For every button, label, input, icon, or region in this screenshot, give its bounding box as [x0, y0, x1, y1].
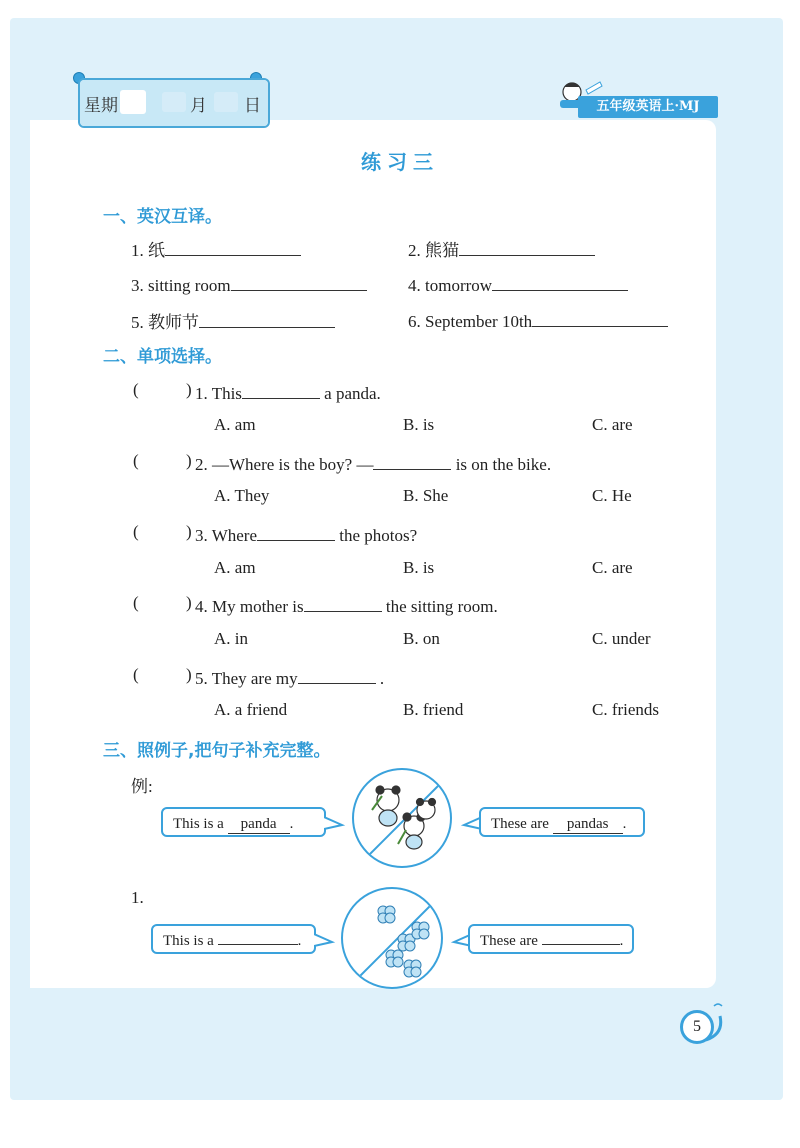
- s1-item-1-text: 1. 纸: [131, 241, 165, 260]
- answer-blank[interactable]: [165, 237, 301, 256]
- q3-stem: [195, 522, 417, 546]
- q1-post: a panda.: [324, 384, 381, 403]
- answer-blank[interactable]: [199, 309, 335, 328]
- s1-item-6-text: 6. September 10th: [408, 312, 533, 331]
- item1-left-pre: This is a: [163, 933, 214, 949]
- example-right-pre: These are: [491, 816, 549, 832]
- q5-option-a[interactable]: A. a friend: [214, 700, 288, 719]
- date-box-inner: [80, 80, 268, 126]
- q3-option-b[interactable]: B. is: [403, 558, 435, 577]
- page-number: 5: [680, 1010, 714, 1044]
- q2-stem: [195, 451, 551, 475]
- q1-option-c[interactable]: C. are: [592, 415, 633, 434]
- q1-option-a[interactable]: A. am: [214, 415, 256, 434]
- answer-blank[interactable]: [231, 272, 367, 291]
- month-blank[interactable]: [162, 92, 186, 112]
- s1-item-4: [408, 272, 628, 296]
- day-blank[interactable]: [214, 92, 238, 112]
- q2-post: is on the bike.: [455, 455, 552, 474]
- q3-pre: 3. Where: [195, 526, 257, 545]
- answer-blank[interactable]: [218, 944, 298, 945]
- bubble-tail-icon: [324, 815, 346, 831]
- q5-option-b[interactable]: B. friend: [403, 700, 464, 719]
- answer-blank[interactable]: [242, 380, 320, 399]
- q3-paren-open: (: [133, 522, 139, 541]
- item1-left-bubble: [151, 924, 316, 954]
- q3-post: the photos?: [339, 526, 418, 545]
- q1-paren-open: (: [133, 380, 139, 399]
- book-label: 五年级英语上·MJ: [578, 96, 718, 118]
- section1-heading: 一、英汉互译。: [103, 207, 222, 227]
- q4-post: the sitting room.: [385, 597, 498, 616]
- q4-option-a[interactable]: A. in: [214, 629, 248, 648]
- date-box: [78, 78, 270, 128]
- q1-stem: [195, 380, 381, 404]
- weekday-label: 星期: [84, 96, 118, 116]
- month-label: 月: [190, 96, 207, 116]
- item1-right-period: .: [619, 933, 624, 949]
- s1-item-4-text: 4. tomorrow: [408, 276, 493, 295]
- q4-paren-close: ): [186, 593, 192, 612]
- q2-option-c[interactable]: C. He: [592, 486, 632, 505]
- s1-item-6: [408, 308, 668, 332]
- q4-pre: 4. My mother is: [195, 597, 304, 616]
- q3-option-c[interactable]: C. are: [592, 558, 633, 577]
- section3-heading: 三、照例子,把句子补充完整。: [103, 741, 331, 761]
- q3-option-a[interactable]: A. am: [214, 558, 256, 577]
- q5-stem: [195, 665, 384, 689]
- q2-option-b[interactable]: B. She: [403, 486, 449, 505]
- s1-item-5: [131, 308, 335, 333]
- example-left-answer: panda: [228, 815, 290, 834]
- answer-blank[interactable]: [532, 308, 668, 327]
- pandas-picture-icon: [354, 770, 452, 868]
- answer-blank[interactable]: [373, 451, 451, 470]
- example-right-period: .: [622, 816, 627, 832]
- q3-paren-close: ): [186, 522, 192, 541]
- answer-blank[interactable]: [542, 944, 620, 945]
- q1-option-b[interactable]: B. is: [403, 415, 435, 434]
- example-right-bubble: [479, 807, 645, 837]
- answer-blank[interactable]: [257, 522, 335, 541]
- s1-item-2: [408, 236, 595, 261]
- example-left-period: .: [289, 816, 294, 832]
- day-label: 日: [244, 96, 261, 116]
- s1-item-3: [131, 272, 367, 296]
- q2-pre: 2. —Where is the boy? —: [195, 455, 374, 474]
- item1-picture-circle: [341, 887, 443, 989]
- weekday-blank[interactable]: [120, 90, 146, 114]
- q1-paren-close: ): [186, 380, 192, 399]
- item1-left-period: .: [297, 933, 302, 949]
- q4-option-b[interactable]: B. on: [403, 629, 440, 648]
- s1-item-5-text: 5. 教师节: [131, 313, 199, 332]
- answer-blank[interactable]: [459, 237, 595, 256]
- q2-option-a[interactable]: A. They: [214, 486, 270, 505]
- flowers-picture-icon: [343, 889, 443, 989]
- s1-item-2-text: 2. 熊猫: [408, 241, 459, 260]
- answer-blank[interactable]: [492, 272, 628, 291]
- answer-blank[interactable]: [298, 665, 376, 684]
- page-title: 练习三: [361, 150, 439, 174]
- bubble-tail-icon: [314, 932, 336, 948]
- q5-pre: 5. They are my: [195, 669, 298, 688]
- item1-right-bubble: [468, 924, 634, 954]
- q5-option-c[interactable]: C. friends: [592, 700, 660, 719]
- q5-paren-close: ): [186, 665, 192, 684]
- q5-post: .: [379, 669, 385, 688]
- q4-stem: [195, 593, 498, 617]
- q5-paren-open: (: [133, 665, 139, 684]
- s1-item-3-text: 3. sitting room: [131, 276, 231, 295]
- example-picture-circle: [352, 768, 452, 868]
- q4-option-c[interactable]: C. under: [592, 629, 651, 648]
- example-right-answer: pandas: [553, 815, 623, 834]
- item1-right-pre: These are: [480, 933, 538, 949]
- example-left-pre: This is a: [173, 816, 224, 832]
- example-label: 例:: [131, 777, 153, 796]
- s1-item-1: [131, 236, 301, 261]
- section2-heading: 二、单项选择。: [103, 347, 222, 367]
- q2-paren-close: ): [186, 451, 192, 470]
- answer-blank[interactable]: [304, 593, 382, 612]
- example-left-bubble: [161, 807, 326, 837]
- q1-pre: 1. This: [195, 384, 242, 403]
- item1-label: 1.: [131, 888, 144, 907]
- q2-paren-open: (: [133, 451, 139, 470]
- q4-paren-open: (: [133, 593, 139, 612]
